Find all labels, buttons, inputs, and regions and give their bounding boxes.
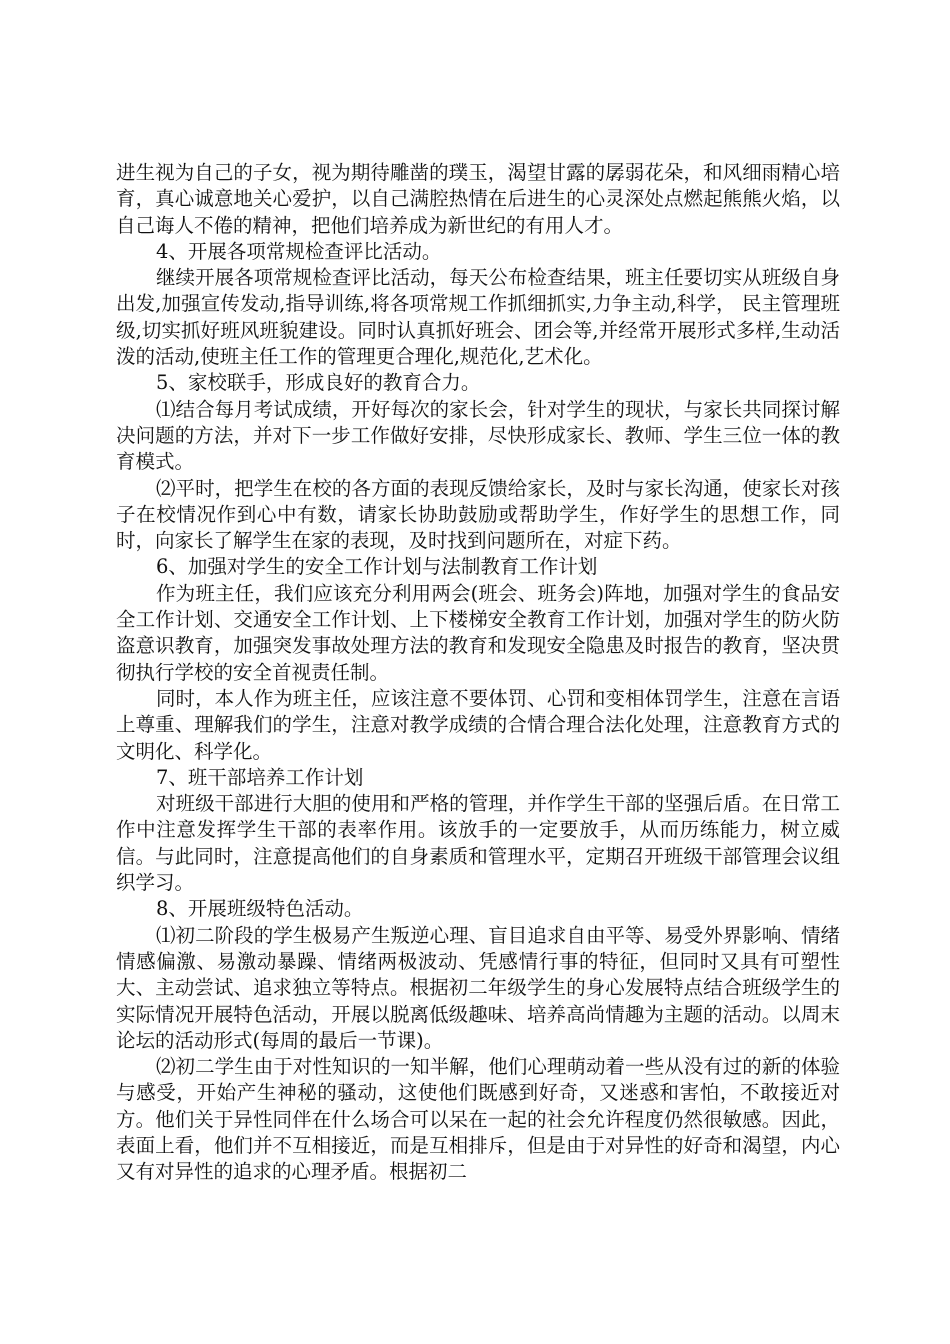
- paragraph: 对班级干部进行大胆的使用和严格的管理，并作学生干部的坚强后盾。在日常工作中注意发挥学生干部的表率作用。该放手的一定要放手，从而历练能力，树立威信。与此同时，注意提高他们的自身素质和管理水平，定期召开班级干部管理会议组织学习。: [116, 792, 840, 895]
- section-heading: 6、加强对学生的安全工作计划与法制教育工作计划: [156, 555, 598, 579]
- paragraph: 同时，本人作为班主任，应该注意不要体罚、心罚和变相体罚学生，注意在言语上尊重、理解我们的学生，注意对教学成绩的合情合理合法化处理，注意教育方式的文明化、科学化。: [116, 686, 840, 763]
- paragraph: ⑵初二学生由于对性知识的一知半解，他们心理萌动着一些从没有过的新的体验与感受，开始产生神秘的骚动，这使他们既感到好奇，又迷惑和害怕，不敢接近对方。他们关于异性同伴在什么场合可以呆在一起的社会允许程度仍然很敏感。因此，表面上看，他们并不互相接近，而是互相排斥，但是由于对异性的好奇和渴望，内心又有对异性的追求的心理矛盾。根据初二: [116, 1055, 840, 1184]
- paragraph: ⑴结合每月考试成绩，开好每次的家长会，针对学生的现状，与家长共同探讨解决问题的方法，并对下一步工作做好安排，尽快形成家长、教师、学生三位一体的教育模式。: [116, 397, 840, 474]
- paragraph: ⑵平时，把学生在校的各方面的表现反馈给家长，及时与家长沟通，使家长对孩子在校情况作到心中有数，请家长协助鼓励或帮助学生，作好学生的思想工作，同时，向家长了解学生在家的表现，及时找到问题所在，对症下药。: [116, 476, 840, 553]
- section-heading: 7、班干部培养工作计划: [156, 765, 364, 789]
- section-heading: 8、开展班级特色活动。: [156, 897, 364, 921]
- paragraph: 进生视为自己的子女，视为期待雕凿的璞玉，渴望甘露的孱弱花朵，和风细雨精心培育，真心诚意地关心爱护，以自己满腔热情在后进生的心灵深处点燃起熊熊火焰，以自己诲人不倦的精神，把他们培养成为新世纪的有用人才。: [116, 161, 840, 237]
- paragraph: 继续开展各项常规检查评比活动，每天公布检查结果，班主任要切实从班级自身出发,加强宣传发动,指导训练,将各项常规工作抓细抓实,力争主动,科学， 民主管理班级,切实抓好班风班貌建设。同时认真抓好班会、团会等,并经常开展形式多样,生动活泼的活动,使班主任工作的管理更合理化,规范化,艺术化。: [116, 266, 840, 369]
- section-heading: 4、开展各项常规检查评比活动。: [156, 239, 442, 263]
- document-body: [116, 160, 840, 1186]
- paragraph: ⑴初二阶段的学生极易产生叛逆心理、盲目追求自由平等、易受外界影响、情绪情感偏激、易激动暴躁、情绪两极波动、凭感情行事的特征，但同时又具有可塑性大、主动尝试、追求独立等特点。根据初二年级学生的身心发展特点结合班级学生的实际情况开展特色活动，开展以脱离低级趣味、培养高尚情趣为主题的活动。以周末论坛的活动形式(每周的最后一节课)。: [116, 923, 840, 1052]
- paragraph: 作为班主任，我们应该充分利用两会(班会、班务会)阵地，加强对学生的食品安全工作计划、交通安全工作计划、上下楼梯安全教育工作计划，加强对学生的防火防盗意识教育，加强突发事故处理方法的教育和发现安全隐患及时报告的教育，坚决贯彻执行学校的安全首视责任制。: [116, 581, 840, 684]
- section-heading: 5、家校联手，形成良好的教育合力。: [156, 371, 481, 395]
